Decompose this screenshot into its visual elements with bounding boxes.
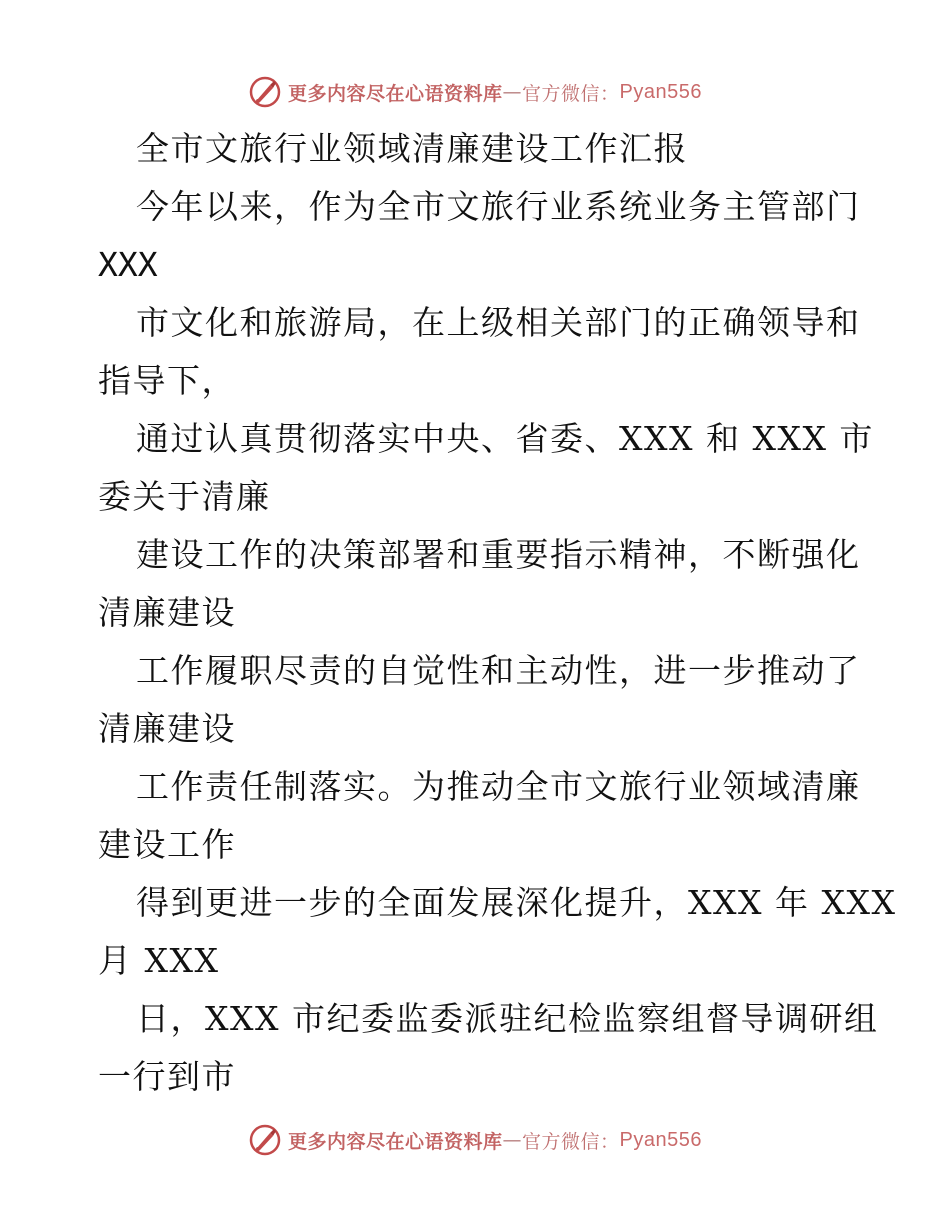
- footer-watermark: [0, 1120, 950, 1160]
- body-line: 委关于清廉: [98, 477, 271, 516]
- body-line: 月 XXX: [98, 941, 220, 980]
- watermark-wechat-id: Pyan556: [619, 1128, 702, 1151]
- watermark-wechat-label: 官方微信：: [522, 1130, 620, 1153]
- document-body: [98, 120, 897, 1106]
- pen-logo-icon: [248, 75, 282, 109]
- body-line: XXX: [98, 245, 158, 284]
- watermark-wechat-label: 官方微信：: [522, 82, 620, 105]
- body-line: 今年以来，作为全市文旅行业系统业务主管部门: [136, 187, 861, 226]
- body-line: 日，XXX 市纪委监委派驻纪检监察组督导调研组: [136, 999, 879, 1038]
- body-line: 建设工作: [98, 825, 236, 864]
- body-line: 通过认真贯彻落实中央、省委、XXX 和 XXX 市: [136, 419, 874, 458]
- document-title: 全市文旅行业领域清廉建设工作汇报: [136, 129, 688, 168]
- header-watermark: [0, 72, 950, 112]
- body-line: 得到更进一步的全面发展深化提升，XXX 年 XXX: [136, 883, 897, 922]
- body-line: 清廉建设: [98, 593, 236, 632]
- watermark-dash: —: [502, 1129, 523, 1151]
- body-line: 一行到市: [98, 1057, 236, 1096]
- watermark-wechat-id: Pyan556: [619, 80, 702, 103]
- body-line: 指导下，: [98, 361, 236, 400]
- body-line: 清廉建设: [98, 709, 236, 748]
- pen-logo-icon: [248, 1123, 282, 1157]
- body-line: 工作责任制落实。为推动全市文旅行业领域清廉: [136, 767, 861, 806]
- watermark-main-text: 更多内容尽在心语资料库: [288, 1130, 503, 1153]
- body-line: 工作履职尽责的自觉性和主动性，进一步推动了: [136, 651, 861, 690]
- body-line: 建设工作的决策部署和重要指示精神，不断强化: [136, 535, 861, 574]
- watermark-main-text: 更多内容尽在心语资料库: [288, 82, 503, 105]
- watermark-dash: —: [502, 81, 523, 103]
- body-line: 市文化和旅游局，在上级相关部门的正确领导和: [136, 303, 861, 342]
